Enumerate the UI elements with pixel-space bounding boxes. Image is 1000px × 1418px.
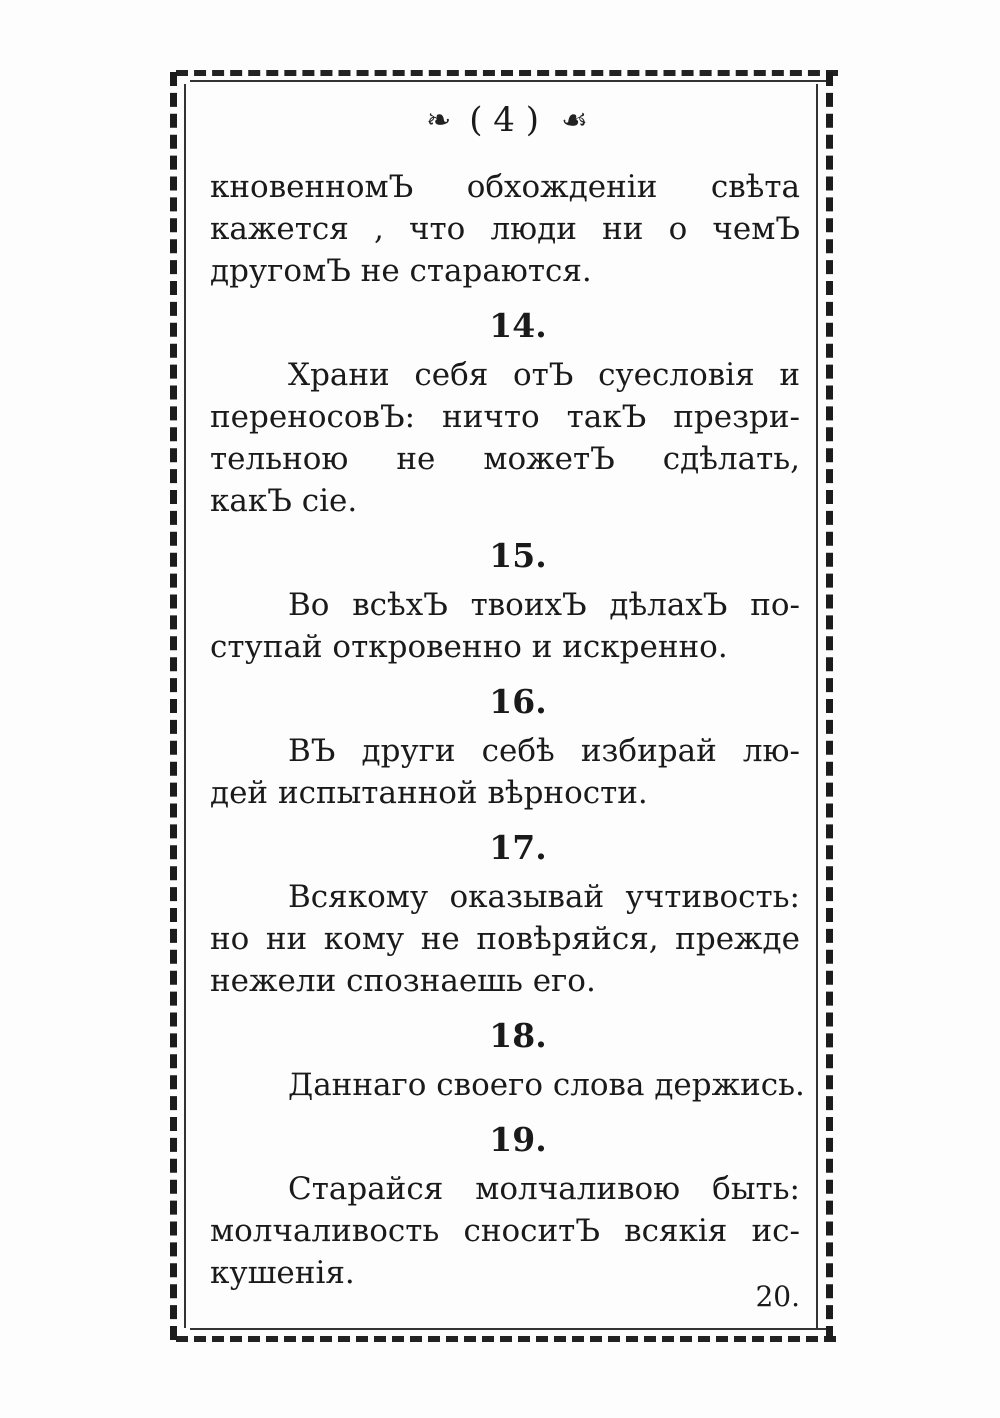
text-line: дей испытанной вѣрности. bbox=[210, 775, 648, 811]
leaf-ornament-icon: ❧ bbox=[426, 102, 448, 138]
page-frame-bottom-inner bbox=[190, 1328, 830, 1330]
page-header bbox=[210, 92, 800, 148]
text-line: нежели спознаешь его. bbox=[210, 963, 596, 999]
section-number: 16. bbox=[489, 682, 547, 721]
text-line: какЪ сіе. bbox=[210, 483, 358, 519]
text-line: Храни себя отЪ суесловія и bbox=[288, 357, 800, 393]
page-frame-bottom bbox=[176, 1336, 836, 1342]
page-frame-right-inner bbox=[816, 84, 818, 1328]
body-text bbox=[210, 166, 805, 1294]
text-line: Всякому оказывай учтивость: bbox=[288, 879, 800, 915]
section-number: 19. bbox=[489, 1120, 547, 1159]
text-line: Во всѣхЪ твоихЪ дѣлахЪ по- bbox=[288, 587, 800, 623]
section-number: 15. bbox=[489, 536, 547, 575]
text-line: другомЪ не стараются. bbox=[210, 253, 592, 289]
page-frame-top bbox=[176, 70, 838, 76]
text-line: ВЪ други себѣ избирай лю- bbox=[288, 733, 800, 769]
page-frame-left bbox=[170, 72, 177, 1340]
text-line: кновенномЪ обхожденіи свѣта bbox=[210, 169, 800, 205]
text-line: тельною не можетЪ сдѣлать, bbox=[210, 441, 800, 477]
section-number: 18. bbox=[489, 1016, 547, 1055]
text-line: но ни кому не повѣряйся, прежде bbox=[210, 921, 800, 957]
page-frame-left-inner bbox=[184, 84, 186, 1328]
text-line: ступай откровенно и искренно. bbox=[210, 629, 728, 665]
text-line: Даннаго своего слова держись. bbox=[288, 1067, 805, 1103]
section-number: 14. bbox=[489, 306, 547, 345]
leaf-ornament-icon: ☙ bbox=[561, 102, 584, 138]
text-line: молчаливость сноситЪ всякія ис- bbox=[210, 1213, 800, 1249]
catchword: 20. bbox=[755, 1280, 800, 1313]
text-line: кажется , что люди ни о чемЪ bbox=[210, 211, 800, 247]
text-line: кушенія. bbox=[210, 1255, 355, 1291]
page-number: ( 4 ) bbox=[469, 100, 539, 140]
page-frame-right bbox=[826, 72, 833, 1340]
text-line: переносовЪ: ничто такЪ презри- bbox=[210, 399, 800, 435]
text-line: Старайся молчаливою быть: bbox=[288, 1171, 800, 1207]
page-frame-top-inner bbox=[190, 80, 830, 82]
section-number: 17. bbox=[489, 828, 547, 867]
